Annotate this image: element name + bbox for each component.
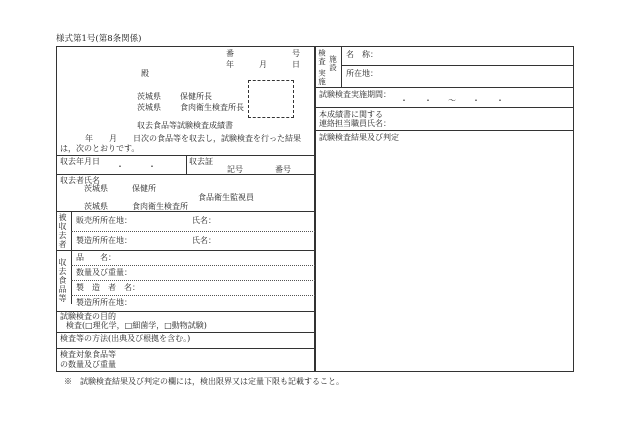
rule — [341, 65, 574, 66]
year-label: 年 — [226, 60, 234, 69]
intro-line-1: 年 月 日次の食品等を収去し，試験検査を行った結果 — [85, 134, 301, 143]
facility-label-c: 実施 — [317, 69, 327, 86]
cell-divider — [71, 211, 72, 304]
sender-org-2: 茨城県 — [137, 103, 161, 112]
purpose-label: 試験検査の目的 — [60, 312, 116, 321]
row-separator — [71, 295, 315, 296]
sender-title-2: 食肉衛生検査所長 — [180, 103, 244, 112]
row-separator — [71, 265, 315, 266]
form-number: 様式第1号(第8条関係) — [56, 34, 142, 44]
cell-divider — [341, 46, 342, 87]
maker-address-label: 製造所所在地： — [76, 236, 132, 245]
target-label-2: の数量及び重量 — [60, 360, 116, 369]
seller-name-label: 氏名： — [192, 216, 216, 225]
rule — [315, 87, 574, 88]
facility-label-a: 検査 — [317, 49, 327, 66]
month-label: 月 — [259, 60, 267, 69]
maker-name-label: 氏名： — [192, 236, 216, 245]
period-label: 試験検査実施期間： — [319, 90, 391, 99]
document-title: 収去食品等試験検査成績書 — [137, 121, 233, 130]
rule — [56, 332, 315, 333]
seal-box — [248, 80, 294, 118]
manufacture-place-label: 製造所所在地： — [76, 298, 132, 307]
sender-org-1: 茨城県 — [137, 92, 161, 101]
quantity-label: 数量及び重量： — [76, 268, 132, 277]
certificate-label: 収去証 — [189, 157, 213, 166]
manufacturer-label: 製 造 者 名： — [76, 283, 140, 292]
seller-address-label: 販売所所在地： — [76, 216, 132, 225]
rule — [56, 174, 315, 175]
cell-divider — [186, 155, 187, 174]
period-value[interactable]: ・ ・ ～ ・ ・ — [400, 96, 504, 105]
inspector-title: 食品衛生監視員 — [198, 193, 254, 202]
collector-unit-1: 保健所 — [132, 184, 156, 193]
collectee-label: 被収去者 — [58, 213, 67, 249]
footnote: ※ 試験検査結果及び判定の欄には，検出限界又は定量下限も記載すること。 — [64, 377, 344, 386]
method-label: 検査等の方法(出典及び根拠を含む。) — [60, 334, 191, 343]
facility-name-label: 名 称： — [346, 50, 378, 59]
target-label-1: 検査対象食品等 — [60, 350, 116, 359]
collector-org-2: 茨城県 — [84, 202, 108, 211]
result-label: 試験検査結果及び判定 — [319, 133, 399, 142]
rule — [315, 107, 574, 108]
number-label: 番 — [226, 49, 234, 58]
rule — [315, 130, 574, 131]
certificate-number[interactable]: 記号 番号 — [227, 165, 291, 174]
intro-line-2: は，次のとおりです。 — [60, 144, 140, 153]
facility-label-b: 施設 — [328, 55, 338, 72]
row-separator — [71, 231, 315, 232]
contact-line-2: 連絡担当職員氏名： — [319, 119, 391, 128]
collection-date-label: 収去年月日 — [60, 157, 100, 166]
day-label: 日 — [292, 60, 300, 69]
addressee-honorific: 殿 — [141, 69, 149, 78]
food-label: 収去食品等 — [58, 258, 67, 303]
collector-unit-2: 食肉衛生検査所 — [132, 202, 188, 211]
collector-label: 収去者氏名 — [60, 176, 100, 185]
collector-org-1: 茨城県 — [84, 184, 108, 193]
collection-date-value[interactable]: ・ ・ — [116, 162, 156, 171]
purpose-options[interactable]: 検査(□理化学，□細菌学，□動物試験) — [66, 321, 207, 330]
facility-address-label: 所在地： — [346, 69, 378, 78]
number-suffix: 号 — [292, 49, 300, 58]
rule — [56, 250, 315, 251]
rule — [56, 348, 315, 349]
rule — [56, 211, 315, 212]
contact-line-1: 本成績書に関する — [319, 110, 383, 119]
sender-title-1: 保健所長 — [180, 92, 212, 101]
product-name-label: 品 名： — [76, 253, 116, 262]
row-separator — [71, 280, 315, 281]
